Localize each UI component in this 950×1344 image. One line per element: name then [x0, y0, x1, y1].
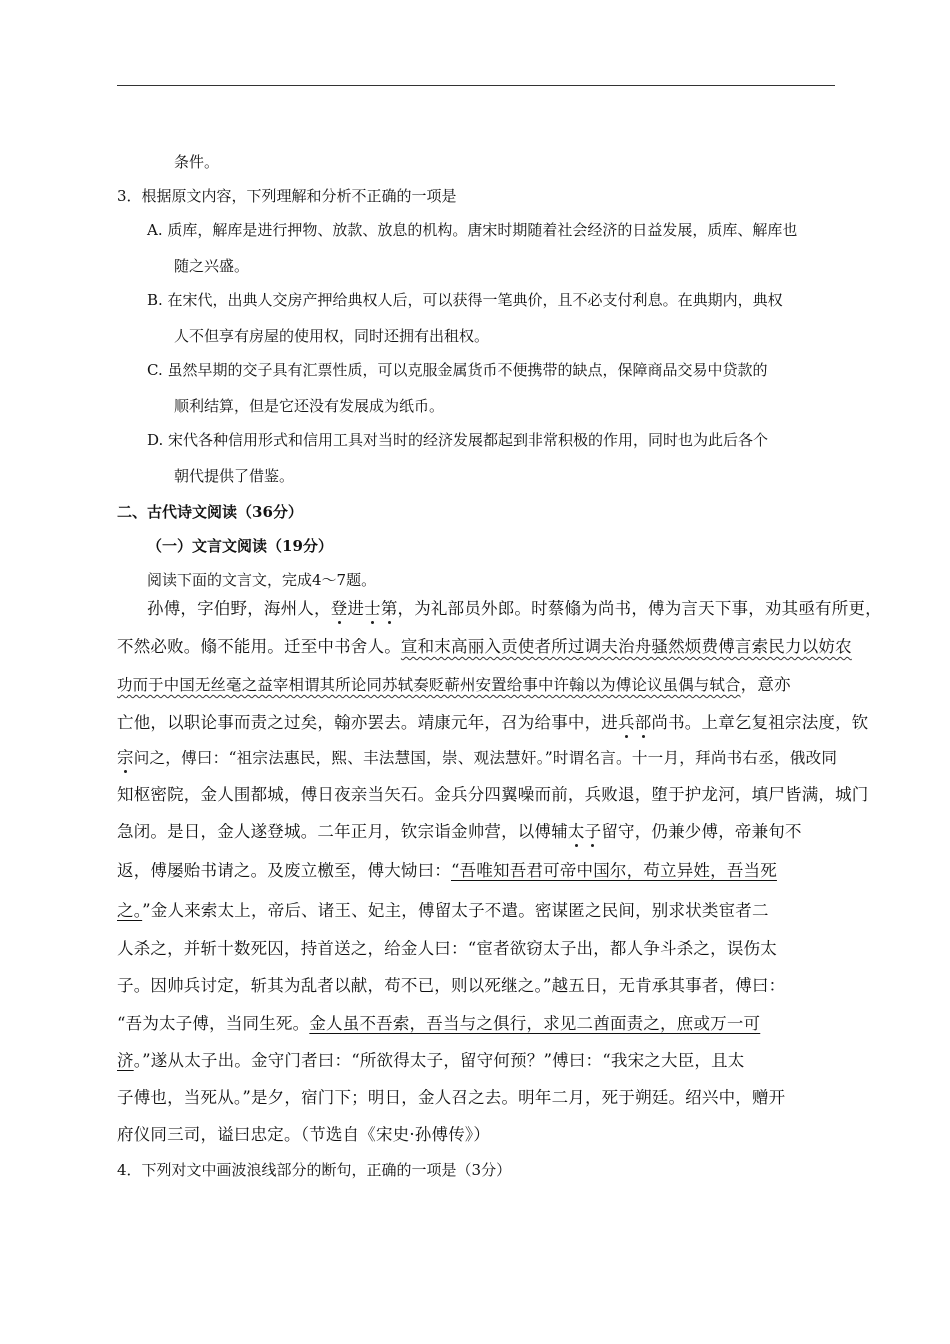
dotted-char: 子: [584, 822, 602, 841]
q3-option-b: B. 在宋代，出典人交房产押给典权人后，可以获得一笔典价，且不必支付利息。在典期内，典权: [147, 291, 783, 309]
dotted-char: 登: [330, 599, 348, 618]
header-rule: [117, 85, 835, 86]
passage-line-13: 济。”遂从太子出。金守门者曰：“所欲得太子，留守何预？”傅曰：“我宋之大臣，且太: [117, 1051, 745, 1070]
underlined-text: 济: [117, 1051, 134, 1070]
section-2-subtitle: （一）文言文阅读（19分）: [147, 537, 333, 555]
underlined-text: “吾唯知吾君可帝中国尔，苟立异姓，吾当死: [451, 861, 777, 880]
dotted-char: 士: [364, 599, 381, 618]
q3-option-a: A. 质库，解库是进行押物、放款、放息的机构。唐宋时期随着社会经济的日益发展，质库、解库也: [147, 221, 798, 239]
q3-option-a-cont: 随之兴盛。: [174, 257, 250, 275]
passage-line-11: 子。因帅兵讨定，斩其为乱者以献，苟不已，则以死继之。”越五日，无肯承其事者，傅曰：: [117, 976, 786, 995]
passage-line-7: 急闭。是日，金人遂登城。二年正月，钦宗诣金帅营，以傅辅太子留守，仍兼少傅，帝兼旬不: [117, 822, 802, 841]
passage-line-15: 府仪同三司，谥曰忠定。（节选自《宋史·孙傅传》）: [117, 1125, 491, 1144]
passage-line-12: “吾为太子傅，当同生死。金人虽不吾索，吾当与之俱行，求见二酋面责之，庶或万一可: [117, 1014, 761, 1033]
q3-option-c: C. 虽然早期的交子具有汇票性质，可以克服金属货币不便携带的缺点，保障商品交易中贷款的: [147, 361, 768, 379]
q2-option-tail: 条件。: [174, 153, 220, 171]
passage-line-3: 功而于中国无丝毫之益宰相谓其所论同苏轼奏贬蕲州安置给事中许翰以为傅论议虽偶与轼合，意亦: [117, 675, 791, 694]
wavy-underlined-text: 功而于中国无丝毫之益宰相谓其所论同苏轼奏贬蕲州安置给事中许翰以为傅论议虽偶与轼合: [117, 676, 741, 694]
passage-line-1: 孙傅，字伯野，海州人，登进士第，为礼部员外郎。时蔡翛为尚书，傅为言天下事，劝其亟有所更，: [147, 599, 882, 618]
q3-option-d-cont: 朝代提供了借鉴。: [174, 467, 295, 485]
dotted-char: 第: [380, 599, 398, 618]
dotted-char: 太: [567, 822, 585, 841]
passage-line-14: 子傅也，当死从。”是夕，宿门下；明日，金人召之去。明年二月，死于朔廷。绍兴中，赠开: [117, 1088, 786, 1107]
section-2-title: 二、古代诗文阅读（36分）: [117, 503, 303, 521]
passage-line-5: 宗问之，傅曰：“祖宗法惠民，熙、丰法慧国，崇、观法慧奸。”时谓名言。十一月，拜尚书右丞，俄改同: [117, 748, 838, 767]
q3-option-b-cont: 人不但享有房屋的使用权，同时还拥有出租权。: [174, 327, 490, 345]
underlined-text: 之。: [117, 901, 143, 920]
question-4-stem: 4．下列对文中画波浪线部分的断句，正确的一项是（3分）: [117, 1161, 512, 1179]
underlined-text: 金人虽不吾索，吾当与之俱行，求见二酋面责之，庶或万一可: [309, 1014, 761, 1033]
passage-line-4: 亡他，以职论事而责之过矣，翰亦罢去。靖康元年，召为给事中，进兵部尚书。上章乞复祖宗法度，钦: [117, 713, 869, 732]
passage-line-10: 人杀之，并斩十数死囚，持首送之，给金人曰：“宦者欲窃太子出，都人争斗杀之，误伤太: [117, 939, 777, 958]
passage-line-2: 不然必败。翛不能用。迁至中书舍人。宣和末高丽入贡使者所过调夫治舟骚然烦费傅言索民力以妨农: [117, 637, 852, 656]
passage-line-8: 返，傅屡贻书请之。及废立檄至，傅大恸曰：“吾唯知吾君可帝中国尔，苟立异姓，吾当死: [117, 861, 777, 880]
passage-instructions: 阅读下面的文言文，完成4～7题。: [147, 571, 377, 589]
passage-line-6: 知枢密院，金人围都城，傅日夜亲当矢石。金兵分四翼噪而前，兵败退，堕于护龙河，填尸皆满，城门: [117, 785, 869, 804]
wavy-underlined-text: 宣和末高丽入贡使者所过调夫治舟骚然烦费傅言索民力以妨农: [400, 637, 852, 656]
question-3-stem: 3．根据原文内容，下列理解和分析不正确的一项是: [117, 187, 457, 205]
q3-option-d: D. 宋代各种信用形式和信用工具对当时的经济发展都起到非常积极的作用，同时也为此后各个: [147, 431, 769, 449]
q3-option-c-cont: 顺利结算，但是它还没有发展成为纸币。: [174, 397, 445, 415]
passage-line-9: 之。”金人来索太上，帝后、诸王、妃主，傅留太子不遣。密谋匿之民间，别求状类宦者二: [117, 901, 769, 920]
dotted-char: 部: [634, 713, 652, 732]
dotted-char: 宗: [117, 748, 134, 767]
dotted-char: 兵: [618, 713, 635, 732]
